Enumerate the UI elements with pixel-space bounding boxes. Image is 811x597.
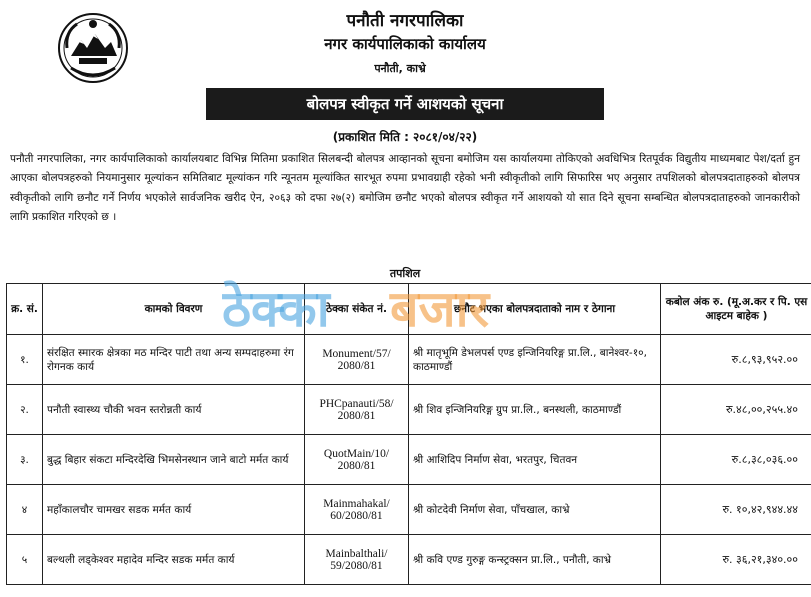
row-amount: रु. १०,४२,९४४.४४ <box>661 485 811 535</box>
notice-title: बोलपत्र स्वीकृत गर्ने आशयको सूचना <box>206 88 604 120</box>
table-header-row <box>7 284 811 335</box>
row-ref: QuotMain/10/ 2080/81 <box>305 435 409 485</box>
row-bidder: श्री आशिदिप निर्माण सेवा, भरतपुर, चितवन <box>409 435 661 485</box>
office-address: पनौती, काभ्रे <box>374 62 426 75</box>
table-row <box>7 485 811 535</box>
header-amount: कबोल अंक रु. (मू.अ.कर र पि. एस आइटम बाहेक ) <box>661 284 811 335</box>
header-sn: क्र. सं. <box>7 284 43 335</box>
row-bidder: श्री कोटदेवी निर्माण सेवा, पाँचखाल, काभ्रे <box>409 485 661 535</box>
row-amount: रु.८,३८,०३६.०० <box>661 435 811 485</box>
office-name: नगर कार्यपालिकाको कार्यालय <box>324 35 486 53</box>
table-row <box>7 335 811 385</box>
row-ref: PHCpanauti/58/ 2080/81 <box>305 385 409 435</box>
row-sn: ३. <box>7 435 43 485</box>
nepal-emblem-icon <box>57 12 129 84</box>
municipality-name: पनौती नगरपालिका <box>346 11 464 31</box>
row-amount: रु.४८,००,२५५.४० <box>661 385 811 435</box>
header-work: कामको विवरण <box>43 284 305 335</box>
notice-body: पनौती नगरपालिका, नगर कार्यपालिकाको कार्यालयबाट विभिन्न मितिमा प्रकाशित सिलबन्दी बोलपत्र आव्हानको सूचना बमोजिम यस कार्यालयमा तोकिएको अवधिभित्र रितपूर्वक विद्युतीय माध्यमबाट पेश/दर्ता हुन आएका बोलपत्रहरुको नियमानुसार मूल्यांकन समितिबाट मूल्यांकन गरि न्यूनतम मूल्यांकित सारभूत रुपमा प्रभावग्राही रहेको भनी स्वीकृतीको लागि सिफारिस भए अनुसार तपशिलको बोलपत्रदाताहरुको बोलपत्र स्वीकृतीको लागि छनौट गर्ने निर्णय भएकोले सार्वजनिक खरीद ऐन, २०६३ को दफा २७(२) बमोजिम छनौट भएको बोलपत्र स्वीकृत गर्ने आशयको यो सात दिने सूचना सम्बन्धित बोलपत्रदाताहरुको जानकारीको लागि प्रकाशित गरिएको छ । <box>10 153 800 224</box>
row-bidder: श्री कवि एण्ड गुरुङ्ग कन्स्ट्रक्सन प्रा.लि., पनौती, काभ्रे <box>409 535 661 585</box>
row-sn: २. <box>7 385 43 435</box>
table-row <box>7 535 811 585</box>
row-work: महाँकालचौर चामखर सडक मर्मत कार्य <box>43 485 305 535</box>
watermark-part2: बजार <box>390 280 490 338</box>
row-ref: Mainmahakal/ 60/2080/81 <box>305 485 409 535</box>
row-sn: १. <box>7 335 43 385</box>
works-table <box>6 283 811 585</box>
table-row <box>7 435 811 485</box>
row-sn: ४ <box>7 485 43 535</box>
row-amount: रु.८,९३,९५२.०० <box>661 335 811 385</box>
header-bidder: छनौट भएका बोलपत्रदाताको नाम र ठेगाना <box>409 284 661 335</box>
watermark-part1: ठेक्का <box>222 280 330 338</box>
row-bidder: श्री मातृभूमि डेभलपर्स एण्ड इन्जिनियरिङ्ग प्रा.लि., बानेश्वर-१०, काठमाण्डौं <box>409 335 661 385</box>
row-work: संरक्षित स्मारक क्षेत्रका मठ मन्दिर पाटी तथा अन्य सम्पदाहरुमा रंग रोगनक कार्य <box>43 335 305 385</box>
row-ref: Mainbalthali/ 59/2080/81 <box>305 535 409 585</box>
row-ref: Monument/57/ 2080/81 <box>305 335 409 385</box>
row-amount: रु. ३६,२१,३४०.०० <box>661 535 811 585</box>
row-sn: ५ <box>7 535 43 585</box>
row-work: बल्थली लड्केश्वर महादेव मन्दिर सडक मर्मत कार्य <box>43 535 305 585</box>
header-ref: ठेक्का संकेत नं. <box>305 284 409 335</box>
row-work: पनौती स्वास्थ्य चौकी भवन स्तरोन्नती कार्य <box>43 385 305 435</box>
row-work: बुद्ध बिहार संकटा मन्दिरदेखि भिमसेनस्थान जाने बाटो मर्मत कार्य <box>43 435 305 485</box>
published-date: (प्रकाशित मिति : २०८१/०४/२२) <box>332 130 478 144</box>
table-title: तपशिल <box>389 267 421 280</box>
table-row <box>7 385 811 435</box>
row-bidder: श्री शिव इन्जिनियरिङ्ग ग्रुप प्रा.लि., बनस्थली, काठमाण्डौं <box>409 385 661 435</box>
